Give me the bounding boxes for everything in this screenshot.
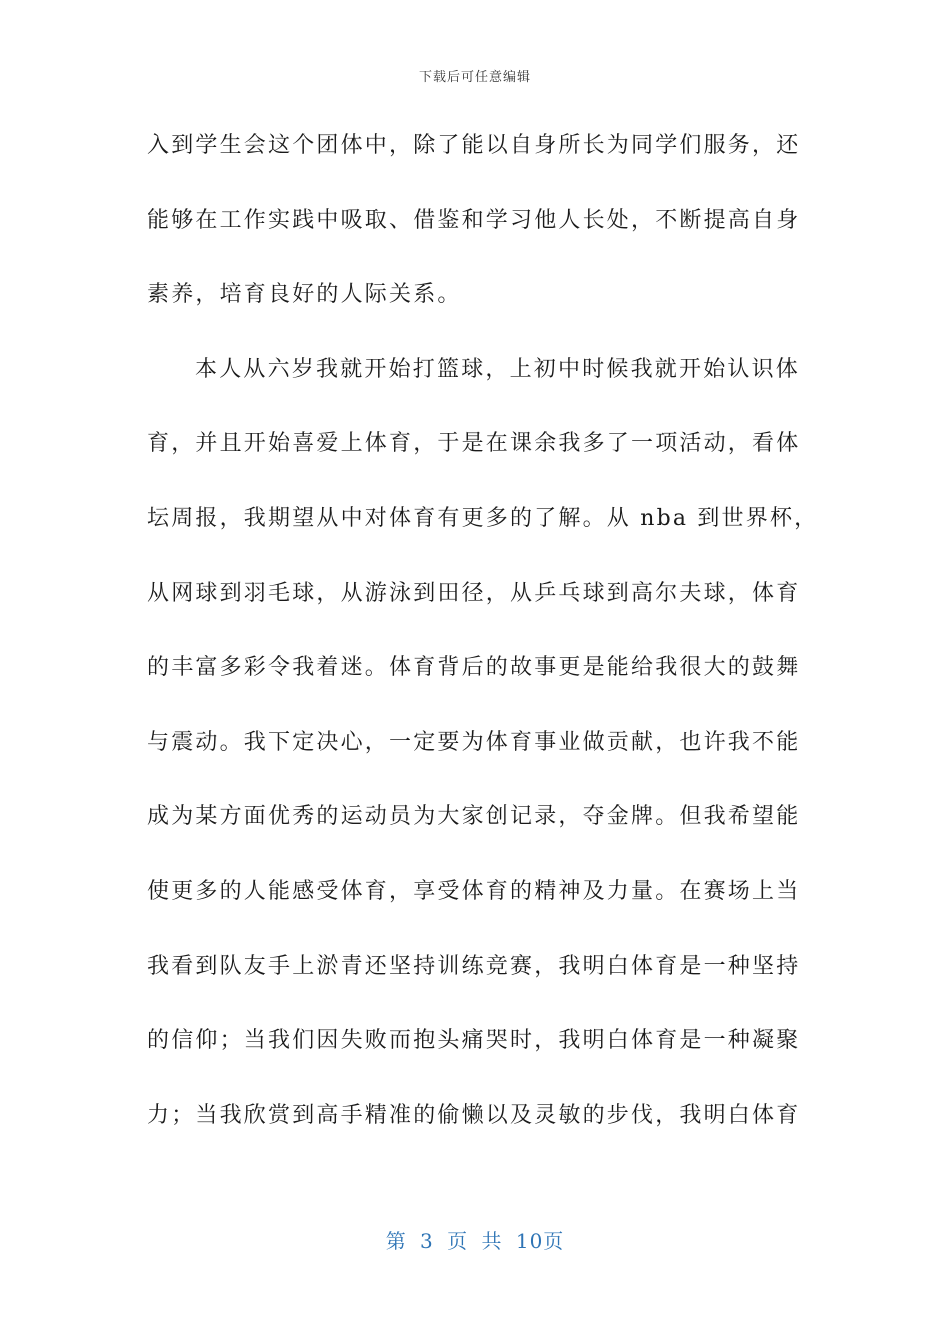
text-line: 力；当我欣赏到高手精准的偷懒以及灵敏的步伐，我明白体育 — [147, 1102, 801, 1128]
text-line: 成为某方面优秀的运动员为大家创记录，夺金牌。但我希望能 — [147, 804, 801, 830]
page-footer: 第 3 页 共 10页 — [385, 1229, 565, 1253]
text-line: 入到学生会这个团体中，除了能以自身所长为同学们服务，还 — [147, 133, 801, 158]
text-line: 素养，培育良好的人际关系。 — [147, 282, 462, 308]
text-line: 育，并且开始喜爱上体育，于是在课余我多了一项活动，看体 — [147, 431, 801, 457]
page-header: 下载后可任意编辑 — [418, 70, 531, 85]
text-line: 我看到队友手上淤青还坚持训练竞赛，我明白体育是一种坚持 — [147, 953, 801, 979]
text-line: 从网球到羽毛球，从游泳到田径，从乒乓球到高尔夫球，体育 — [147, 580, 801, 606]
text-line: 能够在工作实践中吸取、借鉴和学习他人长处，不断提高自身 — [147, 207, 801, 233]
text-line: 使更多的人能感受体育，享受体育的精神及力量。在赛场上当 — [147, 878, 801, 904]
text-line: 与震动。我下定决心，一定要为体育事业做贡献，也许我不能 — [147, 729, 801, 755]
text-line: 本人从六岁我就开始打篮球，上初中时候我就开始认识体 — [195, 356, 801, 382]
text-line: 的丰富多彩令我着迷。体育背后的故事更是能给我很大的鼓舞 — [147, 655, 801, 681]
text-line: 坛周报，我期望从中对体育有更多的了解。从 nba 到世界杯， — [147, 505, 819, 531]
body-text — [147, 120, 819, 1164]
text-line: 的信仰；当我们因失败而抱头痛哭时，我明白体育是一种凝聚 — [147, 1028, 801, 1054]
